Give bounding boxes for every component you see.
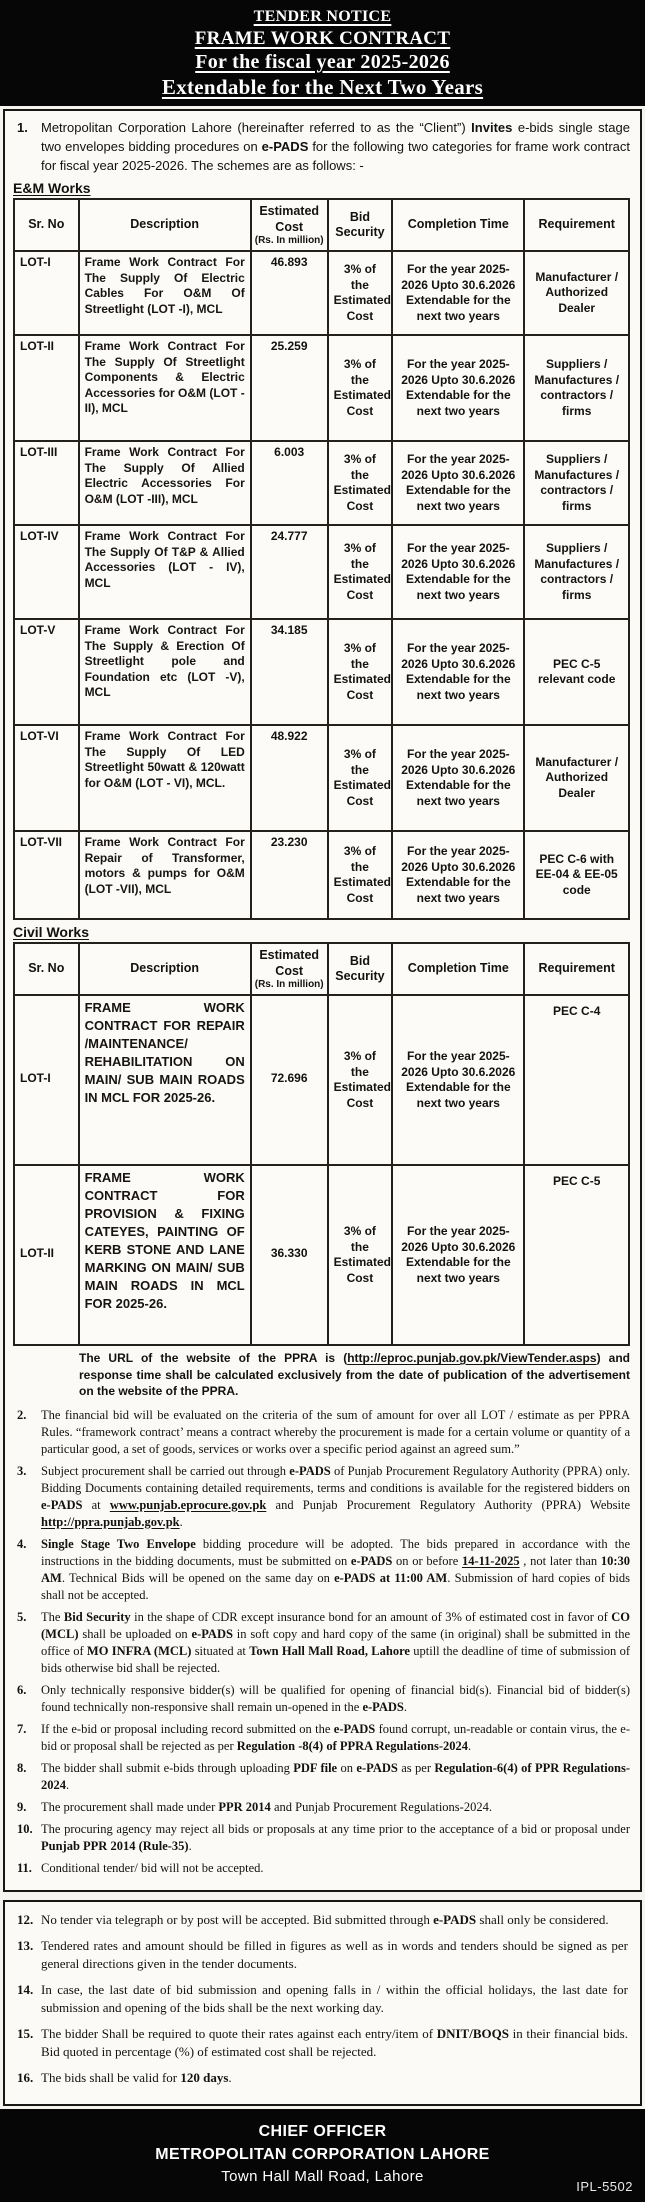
em-works-table [13, 198, 630, 920]
item-number: 15. [17, 2026, 34, 2041]
lot-number-cell: LOT-VI [14, 725, 79, 831]
em-table-body [14, 251, 629, 919]
bid-security-cell: 3% of the Estimated Cost [328, 831, 393, 919]
secondary-notice-box [3, 1900, 642, 2106]
condition-text: Subject procurement shall be carried out through e-PADS of Punjab Procurement Regulatory Authority (PPRA) only. Bidding Documents containing detailed requirements, terms and conditions is available for the registered bidders on e-PADS at www.punjab.eprocure.gov.pk and Punjab Procurement Regulatory Authority (PPRA) Website http://ppra.punjab.gov.pk. [41, 1463, 630, 1529]
table-row [14, 831, 629, 919]
col-estimated-cost [251, 943, 328, 995]
item-number: 12. [17, 1911, 34, 1927]
condition-item [13, 1981, 628, 2016]
item-number: 16. [17, 2070, 34, 2085]
item-number: 4. [17, 1536, 27, 1551]
condition-item [13, 1937, 628, 1972]
completion-time-cell: For the year 2025-2026 Upto 30.6.2026 Extendable for the next two years [392, 335, 524, 441]
estimated-cost-cell: 34.185 [251, 619, 328, 725]
description-cell: FRAME WORK CONTRACT FOR REPAIR /MAINTENANCE/ REHABILITATION ON MAIN/ SUB MAIN ROADS IN MCL FOR 2025-26. [79, 995, 251, 1165]
advertisement-ref-number: IPL-5502 [576, 2178, 633, 2194]
description-cell: Frame Work Contract For The Supply Of Streetlight Components & Electric Accessories for O&M (LOT -II), MCL [79, 335, 251, 441]
item-number: 5. [17, 1609, 27, 1624]
lot-number-cell: LOT-III [14, 441, 79, 525]
condition-item [13, 1911, 628, 1929]
condition-text: The procurement shall made under PPR 2014 and Punjab Procurement Regulations-2024. [41, 1799, 492, 1814]
estimated-cost-cell: 48.922 [251, 725, 328, 831]
col-cost-label: Estimated Cost [259, 948, 320, 978]
table-row [14, 335, 629, 441]
condition-text: Only technically responsive bidder(s) will be qualified for opening of financial bid(s). Financial bid of bidder(s) found technically non-responsive shall remain un-opened in the e-PADS. [41, 1682, 630, 1714]
col-sr-no: Sr. No [14, 943, 79, 995]
bid-security-cell: 3% of the Estimated Cost [328, 441, 393, 525]
condition-item [13, 1760, 630, 1794]
col-cost-label: Estimated Cost [259, 204, 320, 234]
condition-item [13, 2069, 628, 2087]
condition-text: The bidder shall submit e-bids through uploading PDF file on e-PADS as per Regulation-6(4) of PPR Regulations-2024. [41, 1760, 631, 1792]
intro-text: Metropolitan Corporation Lahore (hereinafter referred to as the “Client”) Invites e-bids single stage two envelopes bidding procedures on e-PADS for the following two categories for frame work contract for fiscal year 2025-2026. The schemes are as follows: - [41, 120, 631, 173]
lot-number-cell: LOT-I [14, 995, 79, 1165]
signatory-title: CHIEF OFFICER [258, 2122, 387, 2140]
civil-table-body [14, 995, 629, 1345]
condition-text: The bids shall be valid for 120 days. [41, 2070, 232, 2085]
bid-security-cell: 3% of the Estimated Cost [328, 1165, 393, 1345]
organization-address: Town Hall Mall Road, Lahore [221, 2167, 424, 2185]
condition-text: The procuring agency may reject all bids or proposals at any time prior to the acceptance of a bid or proposal under Punjab PPR 2014 (Rule-35). [41, 1821, 630, 1853]
lot-number-cell: LOT-II [14, 335, 79, 441]
condition-item [13, 1463, 630, 1531]
condition-item [13, 1721, 630, 1755]
civil-works-heading: Civil Works [13, 924, 89, 940]
lot-number-cell: LOT-II [14, 1165, 79, 1345]
table-row [14, 995, 629, 1165]
col-bid-security: Bid Security [328, 943, 393, 995]
bid-security-cell: 3% of the Estimated Cost [328, 725, 393, 831]
item-number: 2. [17, 1407, 27, 1422]
condition-item [13, 1799, 630, 1816]
requirement-cell: PEC C-4 [524, 995, 629, 1165]
col-cost-unit: (Rs. In million) [254, 235, 324, 246]
civil-table-header [14, 943, 629, 995]
description-cell: Frame Work Contract For The Supply Of Allied Electric Accessories For O&M (LOT -III), MCL [79, 441, 251, 525]
item-number: 7. [17, 1721, 27, 1736]
item-number: 14. [17, 1982, 34, 1997]
item-number: 9. [17, 1799, 27, 1814]
col-requirement: Requirement [524, 943, 629, 995]
lot-number-cell: LOT-V [14, 619, 79, 725]
condition-text: The bidder Shall be required to quote their rates against each entry/item of DNIT/BOQS in their financial bids. Bid quoted in percentage (%) of estimated cost shall be rejected. [41, 2026, 628, 2059]
requirement-cell: PEC C-6 with EE-04 & EE-05 code [524, 831, 629, 919]
condition-text: In case, the last date of bid submission and opening falls in / within the official holidays, the last date for submission and opening of the bids shall be the next working day. [41, 1982, 628, 2015]
lot-number-cell: LOT-IV [14, 525, 79, 619]
description-cell: Frame Work Contract For The Supply & Erection Of Streetlight pole and Foundation etc (LOT -V), MCL [79, 619, 251, 725]
item-number: 11. [17, 1860, 32, 1875]
table-row [14, 619, 629, 725]
contract-title: FRAME WORK CONTRACT [194, 28, 451, 49]
item-number: 3. [17, 1463, 27, 1478]
estimated-cost-cell: 25.259 [251, 335, 328, 441]
condition-text: The financial bid will be evaluated on the criteria of the sum of amount for over all LOT / estimate as per PPRA Rules. “framework contract’ means a contract whereby the procurement is made for a certain volume or quantity of a particular good, a set of goods, services or works over a specific period against an agreed sum.” [41, 1407, 630, 1456]
condition-item [13, 1821, 630, 1855]
description-cell: Frame Work Contract For The Supply Of Electric Cables For O&M Of Streetlight (LOT -I), MCL [79, 251, 251, 335]
requirement-cell: Suppliers / Manufactures / contractors / firms [524, 441, 629, 525]
bid-security-cell: 3% of the Estimated Cost [328, 335, 393, 441]
estimated-cost-cell: 6.003 [251, 441, 328, 525]
description-cell: Frame Work Contract For The Supply Of T&P & Allied Accessories (LOT - IV), MCL [79, 525, 251, 619]
description-cell: Frame Work Contract For The Supply Of LED Streetlight 50watt & 120watt for O&M (LOT - VI), MCL. [79, 725, 251, 831]
estimated-cost-cell: 23.230 [251, 831, 328, 919]
main-notice-box [3, 109, 642, 1892]
condition-item [13, 2025, 628, 2060]
description-cell: FRAME WORK CONTRACT FOR PROVISION & FIXING CATEYES, PAINTING OF KERB STONE AND LANE MARKING ON MAIN/ SUB MAIN ROADS IN MCL FOR 2025-26. [79, 1165, 251, 1345]
requirement-cell: PEC C-5 [524, 1165, 629, 1345]
col-requirement: Requirement [524, 199, 629, 251]
notice-type-title: TENDER NOTICE [253, 8, 392, 25]
completion-time-cell: For the year 2025-2026 Upto 30.6.2026 Extendable for the next two years [392, 441, 524, 525]
col-completion-time: Completion Time [392, 199, 524, 251]
col-completion-time: Completion Time [392, 943, 524, 995]
col-estimated-cost [251, 199, 328, 251]
bid-security-cell: 3% of the Estimated Cost [328, 525, 393, 619]
conditions-list [13, 1407, 630, 1877]
ppra-url-note: The URL of the website of the PPRA is (http://eproc.punjab.gov.pk/ViewTender.asps) and response time shall be calculated exclusively from the date of publication of the advertisement on the website of the PPRA. [79, 1351, 630, 1398]
requirement-cell: Suppliers / Manufactures / contractors / firms [524, 335, 629, 441]
estimated-cost-cell: 46.893 [251, 251, 328, 335]
condition-text: Tendered rates and amount should be filled in figures as well as in words and tenders should be signed as per general directions given in the tender documents. [41, 1938, 628, 1971]
col-description: Description [79, 199, 251, 251]
estimated-cost-cell: 24.777 [251, 525, 328, 619]
civil-works-table [13, 942, 630, 1346]
item-number: 10. [17, 1821, 33, 1836]
condition-item [13, 1536, 630, 1604]
requirement-cell: Suppliers / Manufactures / contractors / firms [524, 525, 629, 619]
conditions-list-2 [13, 1911, 628, 2087]
condition-text: The Bid Security in the shape of CDR except insurance bond for an amount of 3% of estimated cost in favor of CO (MCL) shall be uploaded on e-PADS in soft copy and hard copy of the same (in original) shall be submitted in the office of MO INFRA (MCL) situated at Town Hall Mall Road, Lahore uptill the deadline of time of submission of bids otherwise bid shall be rejected. [41, 1609, 630, 1675]
completion-time-cell: For the year 2025-2026 Upto 30.6.2026 Extendable for the next two years [392, 251, 524, 335]
condition-item [13, 1860, 630, 1877]
table-row [14, 525, 629, 619]
completion-time-cell: For the year 2025-2026 Upto 30.6.2026 Extendable for the next two years [392, 619, 524, 725]
estimated-cost-cell: 72.696 [251, 995, 328, 1165]
condition-item [13, 1682, 630, 1716]
item-number: 13. [17, 1938, 34, 1953]
bid-security-cell: 3% of the Estimated Cost [328, 995, 393, 1165]
table-row [14, 251, 629, 335]
table-row [14, 725, 629, 831]
completion-time-cell: For the year 2025-2026 Upto 30.6.2026 Extendable for the next two years [392, 725, 524, 831]
estimated-cost-cell: 36.330 [251, 1165, 328, 1345]
item-number: 6. [17, 1682, 27, 1697]
table-row [14, 441, 629, 525]
condition-item [13, 1407, 630, 1458]
col-description: Description [79, 943, 251, 995]
completion-time-cell: For the year 2025-2026 Upto 30.6.2026 Extendable for the next two years [392, 525, 524, 619]
item-number: 8. [17, 1760, 27, 1775]
condition-text: No tender via telegraph or by post will be accepted. Bid submitted through e-PADS shall only be considered. [41, 1911, 609, 1927]
extendable-title: Extendable for the Next Two Years [161, 75, 484, 99]
col-cost-unit: (Rs. In million) [254, 979, 324, 990]
requirement-cell: PEC C-5 relevant code [524, 619, 629, 725]
requirement-cell: Manufacturer / Authorized Dealer [524, 251, 629, 335]
lot-number-cell: LOT-VII [14, 831, 79, 919]
bid-security-cell: 3% of the Estimated Cost [328, 619, 393, 725]
col-sr-no: Sr. No [14, 199, 79, 251]
intro-paragraph [13, 118, 630, 175]
em-works-heading: E&M Works [13, 180, 91, 196]
condition-text: Conditional tender/ bid will not be accepted. [41, 1860, 264, 1875]
fiscal-year-title: For the fiscal year 2025-2026 [195, 51, 450, 73]
completion-time-cell: For the year 2025-2026 Upto 30.6.2026 Extendable for the next two years [392, 1165, 524, 1345]
requirement-cell: Manufacturer / Authorized Dealer [524, 725, 629, 831]
bid-security-cell: 3% of the Estimated Cost [328, 251, 393, 335]
condition-text: Single Stage Two Envelope bidding procedure will be adopted. The bids prepared in accordance with the instructions in the bidding documents, must be submitted on e-PADS on or before 14-11-2025 , not later than 10:30 AM. Technical Bids will be opened on the same day on e-PADS at 11:00 AM. Submission of hard copies of bids shall not be accepted. [41, 1536, 631, 1602]
masthead [0, 0, 645, 106]
lot-number-cell: LOT-I [14, 251, 79, 335]
condition-item [13, 1609, 630, 1677]
footer-band [0, 2109, 645, 2202]
organization-name: METROPOLITAN CORPORATION LAHORE [155, 2145, 490, 2163]
table-row [14, 1165, 629, 1345]
col-bid-security: Bid Security [328, 199, 393, 251]
completion-time-cell: For the year 2025-2026 Upto 30.6.2026 Extendable for the next two years [392, 995, 524, 1165]
condition-text: If the e-bid or proposal including record submitted on the e-PADS found corrupt, un-readable or contain virus, the e-bid or proposal shall be rejected as per Regulation -8(4) of PPRA Regulations-2024. [41, 1721, 630, 1753]
description-cell: Frame Work Contract For Repair of Transformer, motors & pumps for O&M (LOT -VII), MCL [79, 831, 251, 919]
item-number: 1. [17, 120, 28, 135]
completion-time-cell: For the year 2025-2026 Upto 30.6.2026 Extendable for the next two years [392, 831, 524, 919]
em-table-header [14, 199, 629, 251]
